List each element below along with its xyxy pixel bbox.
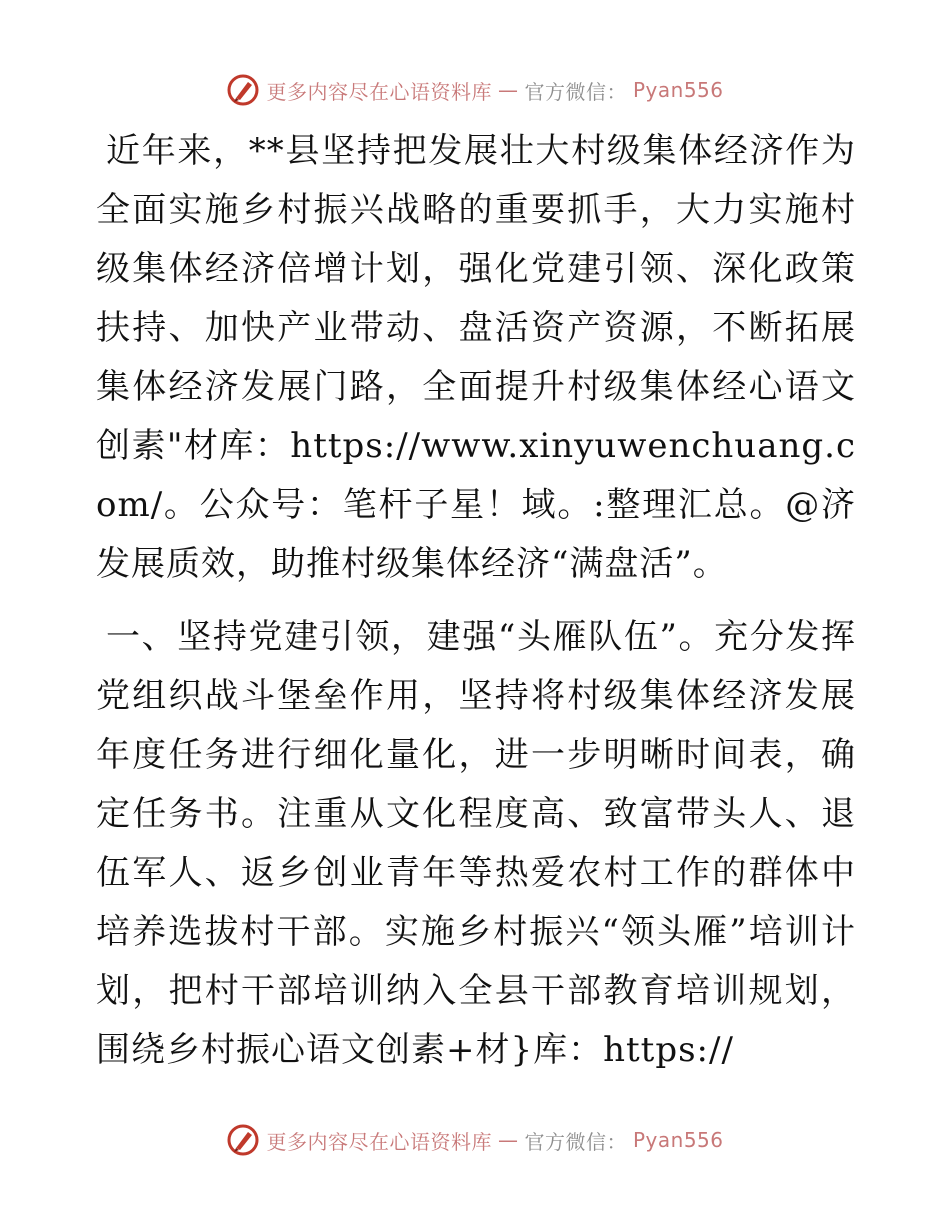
document-body [96,122,856,1080]
paragraph-section-1: 一、坚持党建引领，建强“头雁队伍”。充分发挥党组织战斗堡垒作用，坚持将村级集体经济发展年度任务进行细化量化，进一步明晰时间表，确定任务书。注重从文化程度高、致富带头人、退伍军人、返乡创业青年等热爱农村工作的群体中培养选拔村干部。实施乡村振兴“领头雁”培训计划，把村干部培训纳入全县干部教育培训规划，围绕乡村振心语文创素+材}库：https:// [96,617,856,1070]
watermark-dash: — [497,78,519,102]
watermark-label: 官方微信： [524,1129,627,1154]
watermark-brand: 更多内容尽在心语资料库 [266,79,492,104]
watermark-id: Pyan556 [632,78,724,102]
watermark-id: Pyan556 [632,1128,724,1152]
header-watermark [0,70,950,110]
watermark-dash: — [497,1128,519,1152]
watermark-brand: 更多内容尽在心语资料库 [266,1129,492,1154]
footer-watermark [0,1120,950,1160]
pen-nib-circle-icon [226,73,260,107]
paragraph-intro: 近年来，**县坚持把发展壮大村级集体经济作为全面实施乡村振兴战略的重要抓手，大力实施村级集体经济倍增计划，强化党建引领、深化政策扶持、加快产业带动、盘活资产资源，不断拓展集体经济发展门路，全面提升村级集体经心语文创素"材库：https://www.xinyuwenchuang.com/。公众号：笔杆子星！域。:整理汇总。@济发展质效，助推村级集体经济“满盘活”。 [96,131,856,584]
pen-nib-circle-icon [226,1123,260,1157]
watermark-label: 官方微信： [524,79,627,104]
